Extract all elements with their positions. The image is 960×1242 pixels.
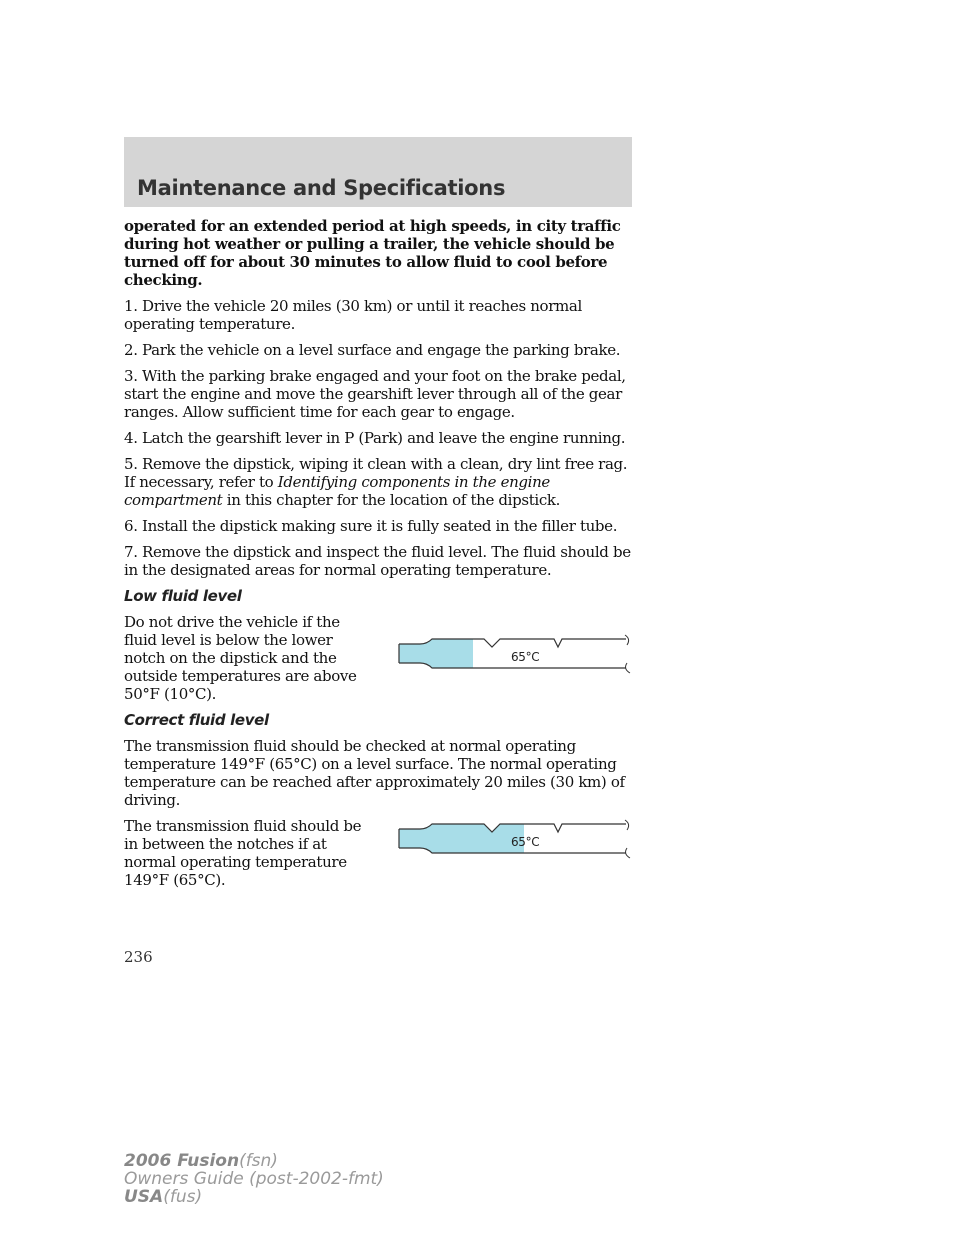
step-1: 1. Drive the vehicle 20 miles (30 km) or until it reaches normal operating temperature. [124, 297, 582, 333]
footer-model: 2006 Fusion [124, 1151, 240, 1171]
section-title: Maintenance and Specifications [137, 176, 506, 200]
step-3: 3. With the parking brake engaged and your foot on the brake pedal, start the engine and move the gearshift lever through all of the gear ranges. Allow sufficient time for each gear to engage. [124, 367, 626, 421]
footer-market-code: (fus) [163, 1187, 203, 1207]
step-5-text: 5. Remove the dipstick, wiping it clean with a clean, dry lint free rag. If necessary, refer to [124, 455, 628, 491]
step-2: 2. Park the vehicle on a level surface and engage the parking brake. [124, 341, 621, 359]
correct-fluid-paragraph: The transmission fluid should be checked at normal operating temperature 149°F (65°C) on a level surface. The normal operating temperature can be reached after approximately 20 miles (30 km) of driving. [124, 737, 625, 809]
dipstick-correct-label: 65°C [511, 835, 540, 849]
step-5-text-end: in this chapter for the location of the dipstick. [226, 491, 561, 509]
dipstick-low-illustration [394, 633, 634, 675]
footer-info [124, 1152, 384, 1206]
dipstick-correct-illustration [394, 818, 634, 860]
page-number: 236 [124, 948, 153, 966]
intro-paragraph: operated for an extended period at high speeds, in city traffic during hot weather or pulling a trailer, the vehicle should be turned off for about 30 minutes to allow fluid to cool before checking. [124, 217, 621, 289]
step-6: 6. Install the dipstick making sure it is fully seated in the filler tube. [124, 517, 618, 535]
correct-fluid-section [124, 817, 636, 889]
low-fluid-text: Do not drive the vehicle if the fluid level is below the lower notch on the dipstick and the outside temperatures are above 50°F (10°C). [124, 613, 357, 703]
footer-line-2: Owners Guide (post-2002-fmt) [124, 1169, 384, 1189]
low-fluid-heading: Low fluid level [124, 587, 242, 605]
correct-fluid-text: The transmission fluid should be in between the notches if at normal operating temperature 149°F (65°C). [124, 817, 362, 889]
dipstick-low-label: 65°C [511, 650, 540, 664]
footer-line-1 [124, 1152, 384, 1170]
correct-fluid-heading: Correct fluid level [124, 711, 269, 729]
step-5-reference: Identifying components in the engine compartment [124, 473, 550, 509]
footer-model-code: (fsn) [239, 1151, 278, 1171]
page-content [124, 217, 636, 897]
step-4: 4. Latch the gearshift lever in P (Park) and leave the engine running. [124, 429, 626, 447]
footer-line-3 [124, 1188, 384, 1206]
footer-market: USA [124, 1187, 164, 1207]
step-5 [124, 455, 636, 509]
step-7: 7. Remove the dipstick and inspect the fluid level. The fluid should be in the designated areas for normal operating temperature. [124, 543, 631, 579]
low-fluid-section [124, 613, 636, 703]
